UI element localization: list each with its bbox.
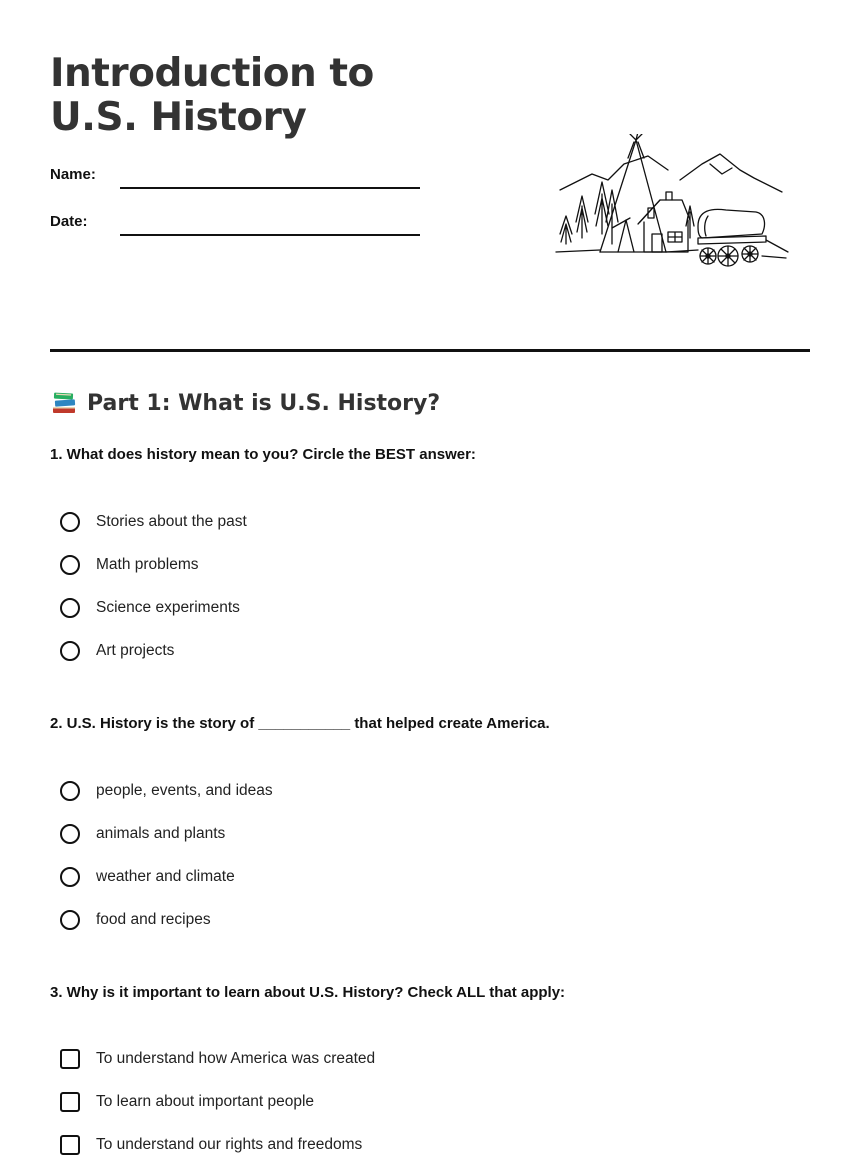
option-label: Stories about the past xyxy=(96,513,247,530)
radio-circle[interactable] xyxy=(60,910,80,930)
q3-option[interactable] xyxy=(60,1135,362,1155)
radio-circle[interactable] xyxy=(60,641,80,661)
radio-circle[interactable] xyxy=(60,781,80,801)
date-field[interactable] xyxy=(120,234,420,236)
q3-option[interactable] xyxy=(60,1049,375,1069)
option-label: weather and climate xyxy=(96,868,235,885)
checkbox[interactable] xyxy=(60,1049,80,1069)
q2-option[interactable] xyxy=(60,910,211,930)
books-icon xyxy=(50,389,78,417)
q1-option[interactable] xyxy=(60,512,247,532)
radio-circle[interactable] xyxy=(60,824,80,844)
q2-option[interactable] xyxy=(60,867,235,887)
radio-circle[interactable] xyxy=(60,555,80,575)
part-1-title: Part 1: What is U.S. History? xyxy=(87,390,441,416)
date-label: Date: xyxy=(50,213,88,230)
worksheet-title: Introduction to U.S. History xyxy=(50,51,374,140)
question-2: 2. U.S. History is the story of ___________ that helped create America. xyxy=(50,715,550,732)
question-1: 1. What does history mean to you? Circle the BEST answer: xyxy=(50,446,476,463)
q1-option[interactable] xyxy=(60,598,240,618)
q1-option[interactable] xyxy=(60,641,174,661)
option-label: Art projects xyxy=(96,642,175,659)
option-label: To understand how America was created xyxy=(96,1050,376,1067)
option-label: To learn about important people xyxy=(96,1093,315,1110)
option-label: people, events, and ideas xyxy=(96,782,273,799)
option-label: animals and plants xyxy=(96,825,226,842)
radio-circle[interactable] xyxy=(60,867,80,887)
q1-option[interactable] xyxy=(60,555,199,575)
radio-circle[interactable] xyxy=(60,512,80,532)
q2-option[interactable] xyxy=(60,824,225,844)
option-label: food and recipes xyxy=(96,911,211,928)
question-3: 3. Why is it important to learn about U.S. History? Check ALL that apply: xyxy=(50,984,566,1001)
checkbox[interactable] xyxy=(60,1092,80,1112)
option-label: To understand our rights and freedoms xyxy=(96,1136,363,1153)
checkbox[interactable] xyxy=(60,1135,80,1155)
radio-circle[interactable] xyxy=(60,598,80,618)
q3-option[interactable] xyxy=(60,1092,314,1112)
frontier-illustration-image xyxy=(552,134,792,274)
part-1-heading xyxy=(50,389,440,417)
q2-option[interactable] xyxy=(60,781,273,801)
name-field[interactable] xyxy=(120,187,420,189)
section-divider xyxy=(50,349,810,352)
name-label: Name: xyxy=(50,166,96,183)
option-label: Math problems xyxy=(96,556,199,573)
option-label: Science experiments xyxy=(96,599,240,616)
